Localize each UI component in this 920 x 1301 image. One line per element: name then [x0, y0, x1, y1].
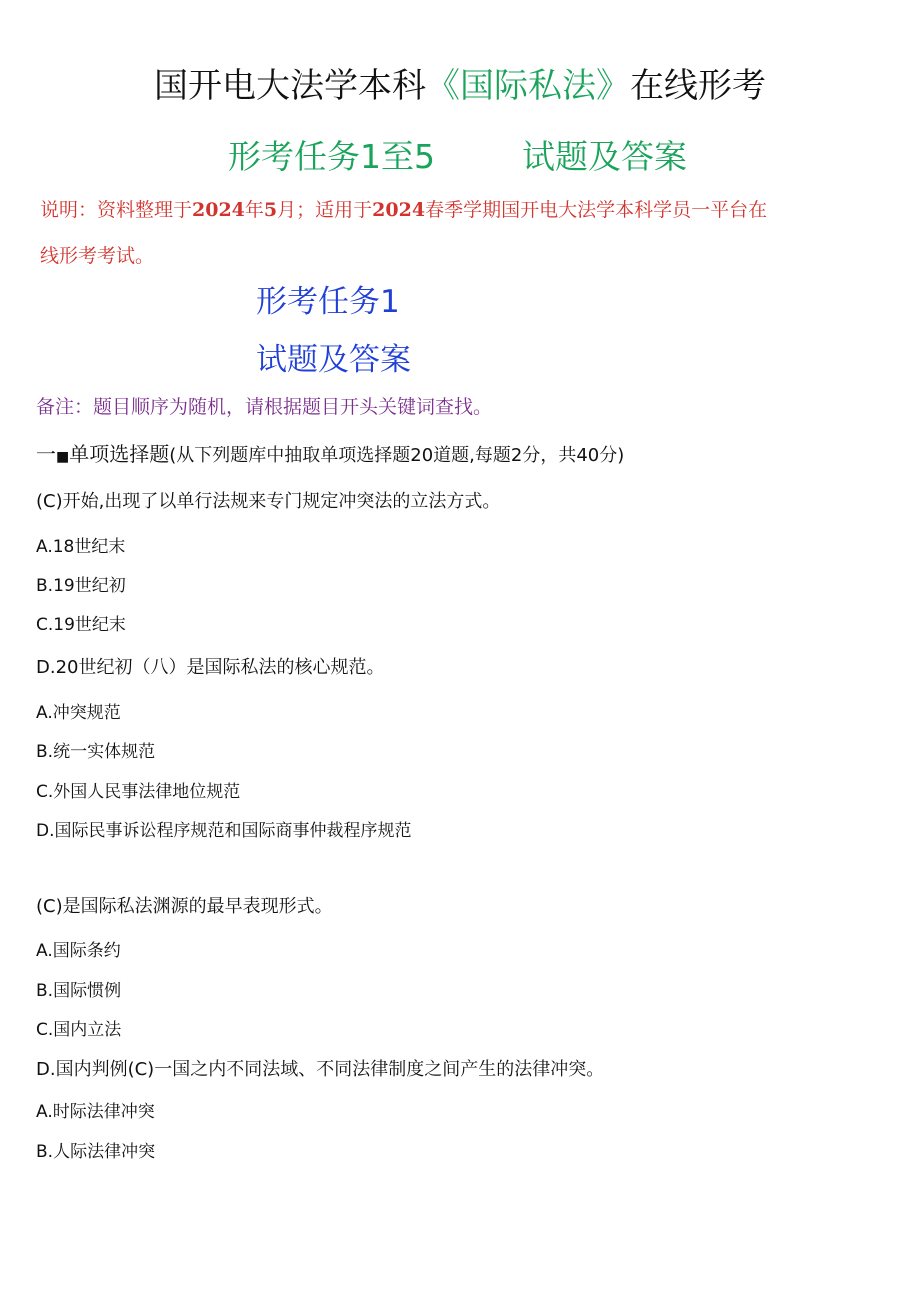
question-text: D.20世纪初（八）是国际私法的核心规范。 [36, 657, 385, 678]
section-description: (从下列题库中抽取单项选择题20道题,每题2分，共40分) [169, 445, 625, 466]
answer-option: B.19世纪初 [36, 576, 126, 596]
notice-year: 2024 [372, 199, 426, 221]
answer-option: C.外国人民事法律地位规范 [36, 782, 241, 802]
notice-line-2: 线形考考试。 [40, 245, 155, 267]
answer-option: C.19世纪末 [36, 615, 126, 635]
answer-option: B.统一实体规范 [36, 742, 156, 762]
question-text: (C)开始,出现了以单行法规来专门规定冲突法的立法方式。 [36, 491, 501, 512]
task-heading: 形考任务1 [256, 284, 400, 320]
document-title [0, 62, 920, 110]
notice-text: 说明：资料整理于 [40, 199, 193, 221]
answer-option: D.国际民事诉讼程序规范和国际商事仲裁程序规范 [36, 821, 412, 841]
subtitle-tasks: 形考任务1至5 [228, 137, 435, 176]
answer-option: A.国际条约 [36, 941, 121, 961]
task-subheading: 试题及答案 [256, 342, 411, 378]
answer-option: A.18世纪末 [36, 537, 126, 557]
title-course-name: 《国际私法》 [426, 66, 630, 106]
section-heading [36, 440, 624, 471]
section-number: 一 [36, 442, 56, 466]
answer-option: A.冲突规范 [36, 703, 121, 723]
notice-year: 2024 [192, 199, 245, 221]
answer-option: C.国内立法 [36, 1020, 122, 1040]
notice-month: 5 [263, 199, 278, 221]
notice-text: 年 [244, 199, 264, 221]
answer-option: B.人际法律冲突 [36, 1142, 156, 1162]
remark-note: 备注：题目顺序为随机，请根据题目开头关键词查找。 [36, 396, 493, 418]
question-text: D.国内判例(C)一国之内不同法域、不同法律制度之间产生的法律冲突。 [36, 1059, 605, 1080]
notice-text: 月；适用于 [277, 199, 373, 221]
notice-text: 春季学期国开电大法学本科学员一平台在 [425, 199, 768, 221]
section-title: 单项选择题 [69, 442, 170, 466]
answer-option: B.国际惯例 [36, 981, 122, 1001]
title-text-before: 国开电大法学本科 [154, 66, 426, 106]
answer-option: A.时际法律冲突 [36, 1102, 155, 1122]
square-bullet-icon: ■ [56, 449, 70, 465]
subtitle-answers: 试题及答案 [522, 137, 687, 176]
title-text-after: 在线形考 [630, 66, 766, 106]
notice-line-1 [40, 194, 870, 226]
question-text: (C)是国际私法渊源的最早表现形式。 [36, 896, 333, 917]
